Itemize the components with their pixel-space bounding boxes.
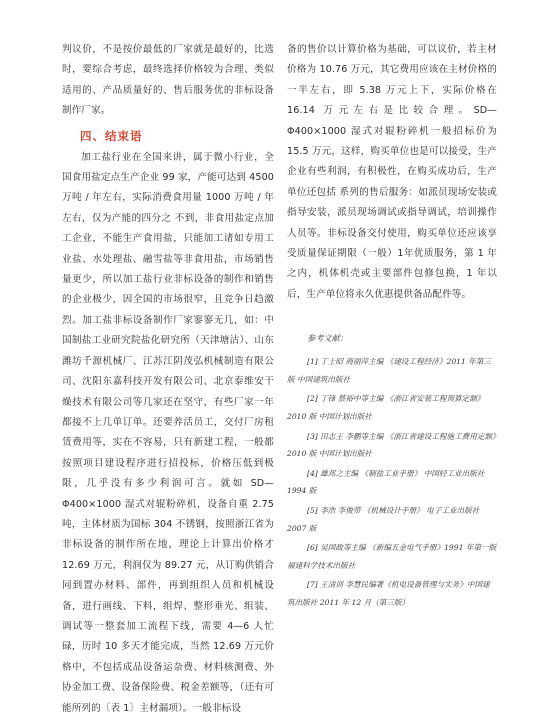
left-column: [62, 40, 274, 719]
reference-item: [2] 丁锋 蔡裕中等主编 《浙江省安装工程预算定额》2010 版 中国计划出版社: [287, 394, 485, 422]
reference-item: [6] 吴国政等主编 《新编五金电气手册》1991 年第一版 福建科学技术出版社: [287, 543, 497, 570]
left-intro-paragraph: 判议价，不是按价最低的厂家就是最好的，比选时，要综合考虑，最终选择价格较为合理、类似适用的、产品质量好的、售后服务优的非标设备制作厂家。: [62, 44, 274, 117]
references-title: 参考文献：: [307, 333, 348, 344]
right-column: [287, 40, 497, 614]
references-list: [287, 353, 497, 611]
right-main-paragraph: 备的售价以计算价格为基础，可以议价，若主材价格为 10.76 万元，其它费用应该在主材价格的一半左右，即 5.38 万元上下，实际价格在 16.14 万元左右是比较合理。SD—Φ400×1000 湿式对辊粉碎机一般招标价为 15.5 万元，这样，购买单位也是可以接受，生产企业有些利润，有积极性，在购买成功后，生产单位还包括 系列的售后服务：如派员现场安装或指导安装，派员现场调试或指导调试，培训操作人员等。非标设备交付使用，购买单位还应该享受质量保证期限（一般）1年优质服务，第 1 年之内，机体机壳或主要部件包修包换，1 年以后，生产单位将永久优惠提供备品配件等。: [287, 44, 497, 300]
reference-item: [7] 王清训 李慧民编著《机电设备管理与实务》中国建筑出版社 2011 年 12 月（第三版）: [287, 580, 490, 607]
reference-item: [4] 雄邦之主编 《制盐工业手册》 中国轻工业出版社 1994 版: [287, 468, 485, 496]
reference-item: [5] 李浩 李俊带 《机械设计手册》 电子工业出版社 2007 版: [287, 506, 480, 533]
section-heading-conclusion: 四、结束语: [80, 128, 143, 143]
left-main-paragraph: 加工盐行业在全国来讲，属于微小行业，全国食用盐定点生产企业 99 家，产能可达到 4500 万吨 / 年左右，实际消费食用量 1000 万吨 / 年左右，仅为产能的四分之 不到，非食用盐定点加工企业，不能生产食用盐，只能加工诸如专用工业盐、水处理盐、融雪盐等非食用盐，市场销售量更少，所以加工盐行业非标设备的制作和销售的企业极少，因全国的市场很窄，且竞争日趋激烈。加工盐非标设备制作厂家寥寥无几，如：中国制盐工业研究院盐化研究所（天津塘沽）、山东潍坊千源机械厂、江苏江阴茂弘机械制造有限公司、沈阳东嘉科技开发有限公司、北京泰维安干燥技术有限公司等几家还在坚守，有些厂家一年都接不上几单订单。还要养活员工，交付厂房租赁费用等，实在不容易，只有新建工程，一般都按照项目建设程序进行招投标，价格压低到极限，几乎没有多少利润可言。就如 SD—Φ400×1000 湿式对辊粉碎机，设备自重 2.75 吨，主体材质为国标 304 不锈钢，按照浙江省为非标设备的制作所在地，理论上计算出价格才 12.69 万元，利润仅为 89.27 元，从订购供销合同到置办材料、部件，再到组织人员和机械设备，进行画线、下料，组焊、整形垂光、组装、调试等一整套加工流程下线，需要 4—6 人忙碌，历时 10 多天才能完成，当然 12.69 万元价格中，不包括成品设备运杂费、材料核测费、外协金加工费、设备保险费、税金差额等，（还有可能所列的〔表 1〕主材漏项）。一般非标设: [62, 151, 274, 714]
reference-item: [1] 丁士昭 商丽萍主编 《建设工程经济》2011 年第三版 中国建筑出版社: [287, 357, 492, 384]
reference-item: [3] 田志王 李鹏等主编 《浙江省建设工程施工费用定额》2010 版 中国计划出版社: [287, 431, 496, 459]
